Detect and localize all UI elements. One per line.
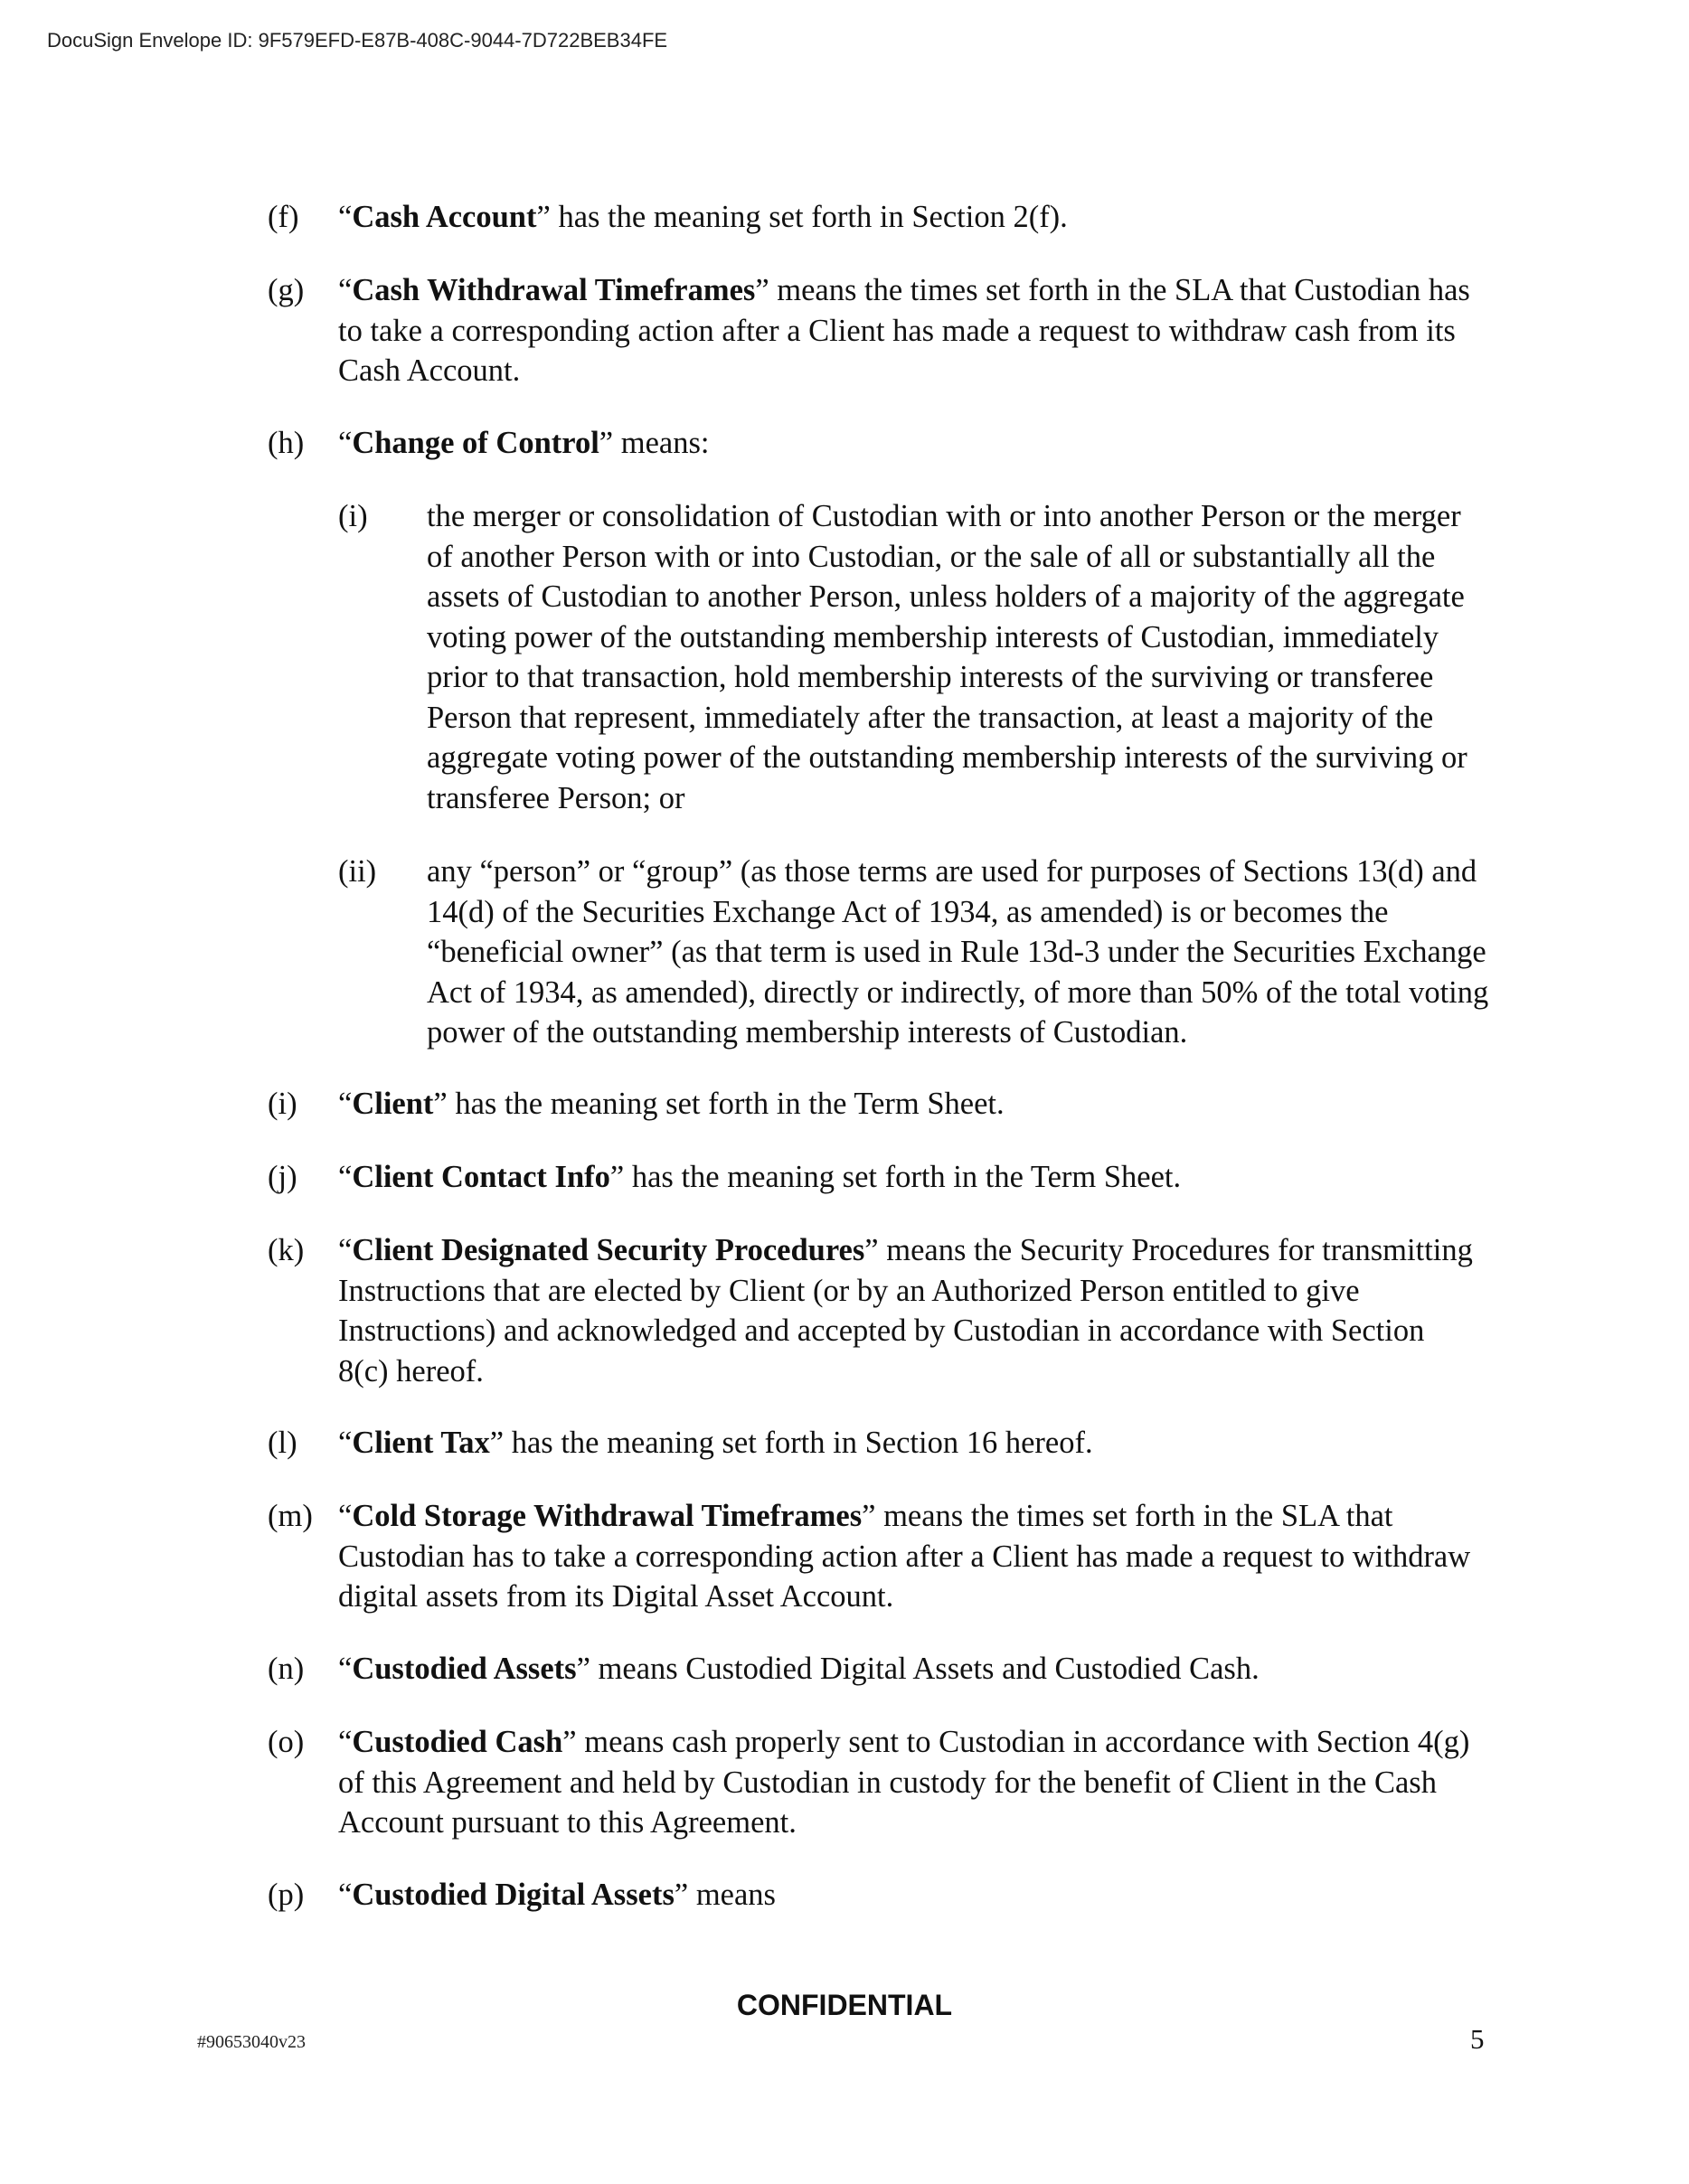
item-label: (p) [268, 1878, 305, 1912]
definition-text: “Client Designated Security Procedures” means the Security Procedures for transmitting Instructions that are elected by Client (or by an Authorized Person entitled to give Instructions) and acknowledged and accepted by Custodian in accordance with Section 8(c) hereof. [338, 1233, 1473, 1389]
definition-text: “Custodied Cash” means cash properly sent to Custodian in accordance with Section 4(g) of this Agreement and held by Custodian in custody for the benefit of Client in the Cash Account pursuant to this Agreement. [338, 1725, 1470, 1840]
definition-text: “Cash Withdrawal Timeframes” means the times set forth in the SLA that Custodian has to take a corresponding action after a Client has made a request to withdraw cash from its Cash Account. [338, 273, 1470, 388]
document-number: #90653040v23 [197, 2032, 306, 2052]
definition-text: “Client Tax” has the meaning set forth in Section 16 hereof. [338, 1426, 1093, 1460]
subitem-text: the merger or consolidation of Custodian with or into another Person or the merger of another Person with or into Custodian, or the sale of all or substantially all the assets of Custodian to another Person, unless holders of a majority of the aggregate voting power of the outstanding membership interests of Custodian, immediately prior to that transaction, hold membership interests of the surviving or transferee Person that represent, immediately after the transaction, at least a majority of the aggregate voting power of the outstanding membership interests of the surviving or transferee Person; or [427, 499, 1467, 815]
defined-term: Custodied Cash [352, 1725, 563, 1759]
defined-term: Cash Account [352, 200, 537, 234]
page-number: 5 [1470, 2023, 1485, 2055]
definition-text: “Cold Storage Withdrawal Timeframes” means the times set forth in the SLA that Custodian has to take a corresponding action after a Client has made a request to withdraw digital assets from its Digital Asset Account. [338, 1499, 1471, 1614]
definition-client-tax [268, 1423, 1533, 1464]
definition-custodied-assets [268, 1649, 1533, 1690]
item-label: (g) [268, 273, 305, 307]
envelope-id: DocuSign Envelope ID: 9F579EFD-E87B-408C-9044-7D722BEB34FE [47, 29, 668, 52]
definition-text: “Custodied Digital Assets” means [338, 1878, 776, 1912]
subitem-label: (ii) [338, 854, 377, 889]
item-label: (l) [268, 1426, 297, 1460]
defined-term: Client Tax [352, 1426, 490, 1460]
defined-term: Client Designated Security Procedures [352, 1233, 865, 1267]
change-of-control-clause-ii [338, 852, 1514, 1053]
definition-text: “Custodied Assets” means Custodied Digital Assets and Custodied Cash. [338, 1652, 1260, 1686]
definition-cash-account [268, 197, 1533, 238]
defined-term: Custodied Digital Assets [352, 1878, 675, 1912]
definition-text: “Cash Account” has the meaning set forth in Section 2(f). [338, 200, 1068, 234]
definition-text: “Change of Control” means: [338, 426, 710, 460]
defined-term: Client Contact Info [352, 1160, 610, 1194]
definition-client [268, 1084, 1533, 1125]
defined-term: Cold Storage Withdrawal Timeframes [352, 1499, 863, 1533]
item-label: (n) [268, 1652, 305, 1686]
definition-custodied-cash [268, 1722, 1533, 1843]
subitem-label: (i) [338, 499, 368, 533]
defined-term: Client [352, 1087, 434, 1121]
item-label: (h) [268, 426, 305, 460]
defined-term: Cash Withdrawal Timeframes [352, 273, 756, 307]
confidential-footer: CONFIDENTIAL [736, 1989, 953, 2021]
definition-cold-storage-withdrawal-timeframes [268, 1496, 1533, 1617]
item-label: (m) [268, 1499, 313, 1533]
definition-text: “Client” has the meaning set forth in the Term Sheet. [338, 1087, 1005, 1121]
defined-term: Custodied Assets [352, 1652, 577, 1686]
item-label: (i) [268, 1087, 297, 1121]
definition-change-of-control [268, 423, 1533, 464]
defined-term: Change of Control [352, 426, 599, 460]
change-of-control-clause-i [338, 496, 1514, 818]
subitem-text: any “person” or “group” (as those terms are used for purposes of Sections 13(d) and 14(d) of the Securities Exchange Act of 1934, as amended) is or becomes the “beneficial owner” (as that term is used in Rule 13d-3 under the Securities Exchange Act of 1934, as amended), directly or indirectly, of more than 50% of the total voting power of the outstanding membership interests of Custodian. [427, 854, 1489, 1050]
definition-client-contact-info [268, 1157, 1533, 1198]
definition-client-designated-security-procedures [268, 1230, 1533, 1391]
definition-custodied-digital-assets [268, 1875, 1533, 1916]
item-label: (f) [268, 200, 299, 234]
item-label: (j) [268, 1160, 297, 1194]
definition-cash-withdrawal-timeframes [268, 270, 1533, 391]
definition-text: “Client Contact Info” has the meaning set forth in the Term Sheet. [338, 1160, 1182, 1194]
item-label: (k) [268, 1233, 305, 1267]
item-label: (o) [268, 1725, 305, 1759]
